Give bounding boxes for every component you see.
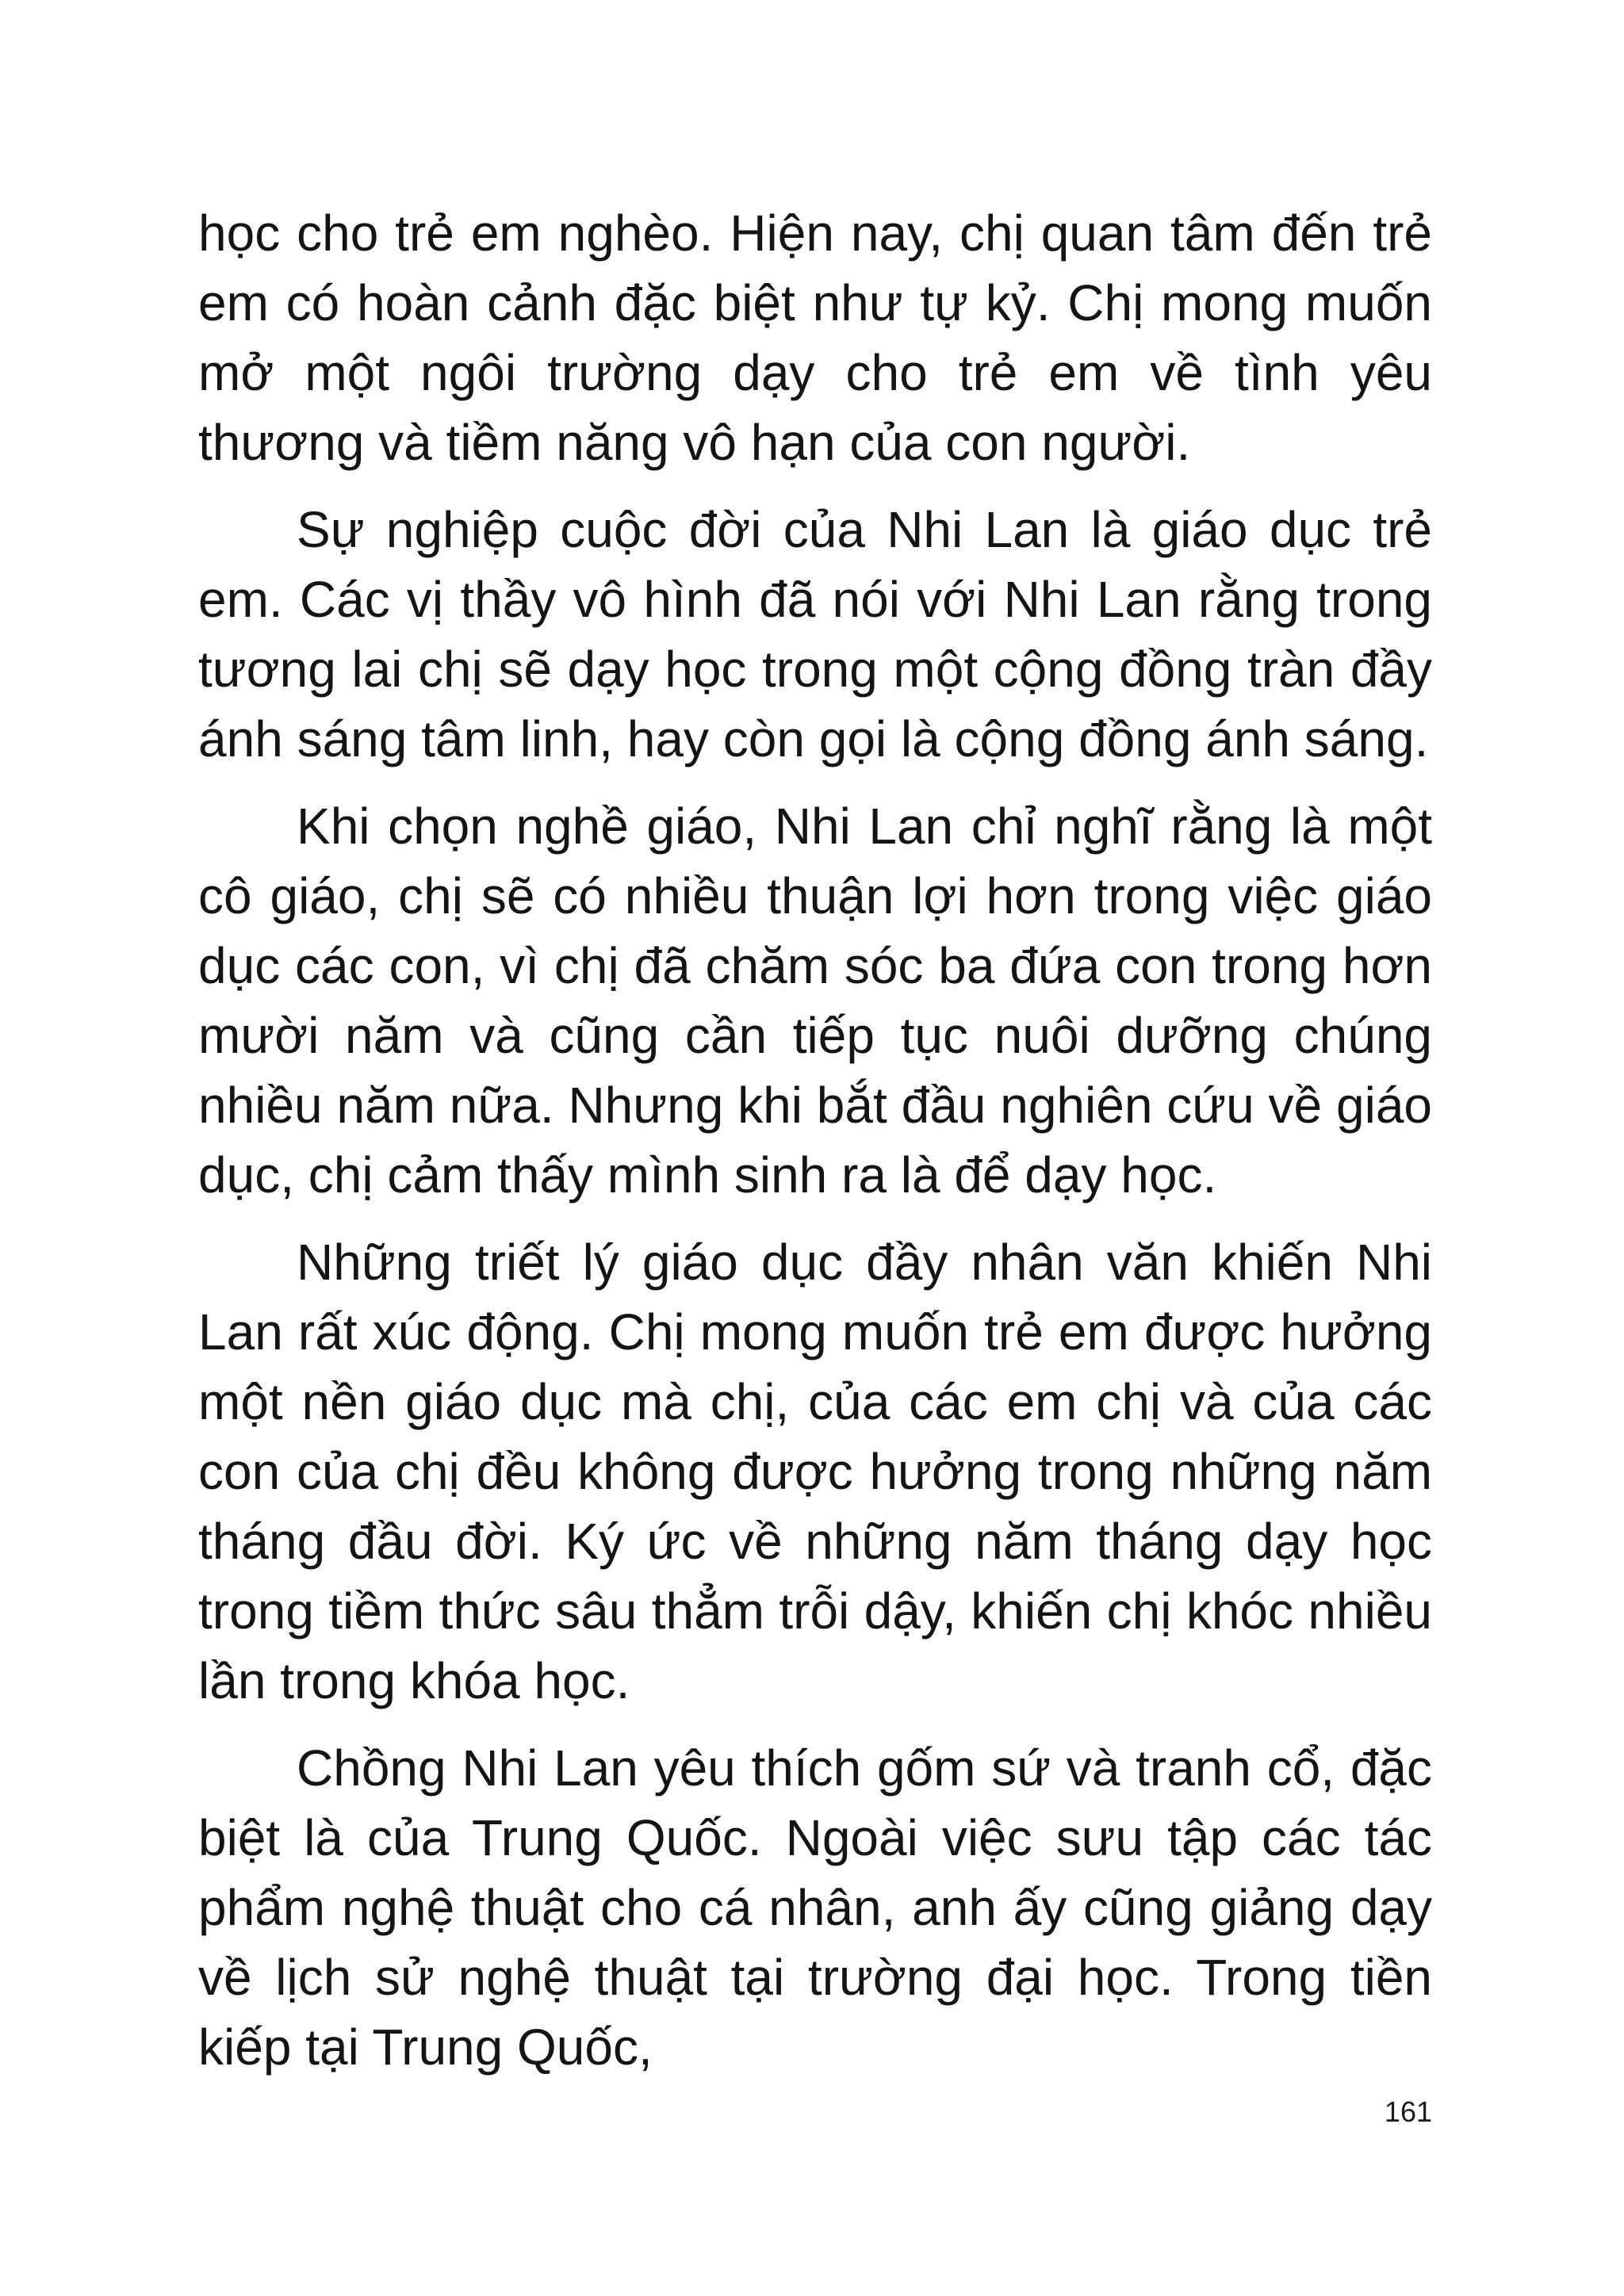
paragraph-teaching-choice: Khi chọn nghề giáo, Nhi Lan chỉ nghĩ rằng là một cô giáo, chị sẽ có nhiều thuận lợi hơn trong việc giáo dục các con, vì chị đã chăm sóc ba đứa con trong hơn mười năm và cũng cần tiếp tục nuôi dưỡng chúng nhiều năm nữa. Nhưng khi bắt đầu nghiên cứu về giáo dục, chị cảm thấy mình sinh ra là để dạy học. xyxy=(198,798,1432,1203)
paragraph-husband: Chồng Nhi Lan yêu thích gốm sứ và tranh cổ, đặc biệt là của Trung Quốc. Ngoài việc sưu tập các tác phẩm nghệ thuật cho cá nhân, anh ấy cũng giảng dạy về lịch sử nghệ thuật tại trường đại học. Trong tiền kiếp tại Trung Quốc, xyxy=(198,1739,1432,2076)
paragraph-career: Sự nghiệp cuộc đời của Nhi Lan là giáo dục trẻ em. Các vị thầy vô hình đã nói với Nhi Lan rằng trong tương lai chị sẽ dạy học trong một cộng đồng tràn đầy ánh sáng tâm linh, hay còn gọi là cộng đồng ánh sáng. xyxy=(198,501,1432,767)
page-body xyxy=(198,198,1432,2099)
paragraph-continued: học cho trẻ em nghèo. Hiện nay, chị quan tâm đến trẻ em có hoàn cảnh đặc biệt như tự kỷ. Chị mong muốn mở một ngôi trường dạy cho trẻ em về tình yêu thương và tiềm năng vô hạn của con người. xyxy=(198,205,1432,471)
page-number: 161 xyxy=(1384,2095,1432,2128)
paragraph-philosophy: Những triết lý giáo dục đầy nhân văn khiến Nhi Lan rất xúc động. Chị mong muốn trẻ em được hưởng một nền giáo dục mà chị, của các em chị và của các con của chị đều không được hưởng trong những năm tháng đầu đời. Ký ức về những năm tháng dạy học trong tiềm thức sâu thẳm trỗi dậy, khiến chị khóc nhiều lần trong khóa học. xyxy=(198,1234,1432,1709)
